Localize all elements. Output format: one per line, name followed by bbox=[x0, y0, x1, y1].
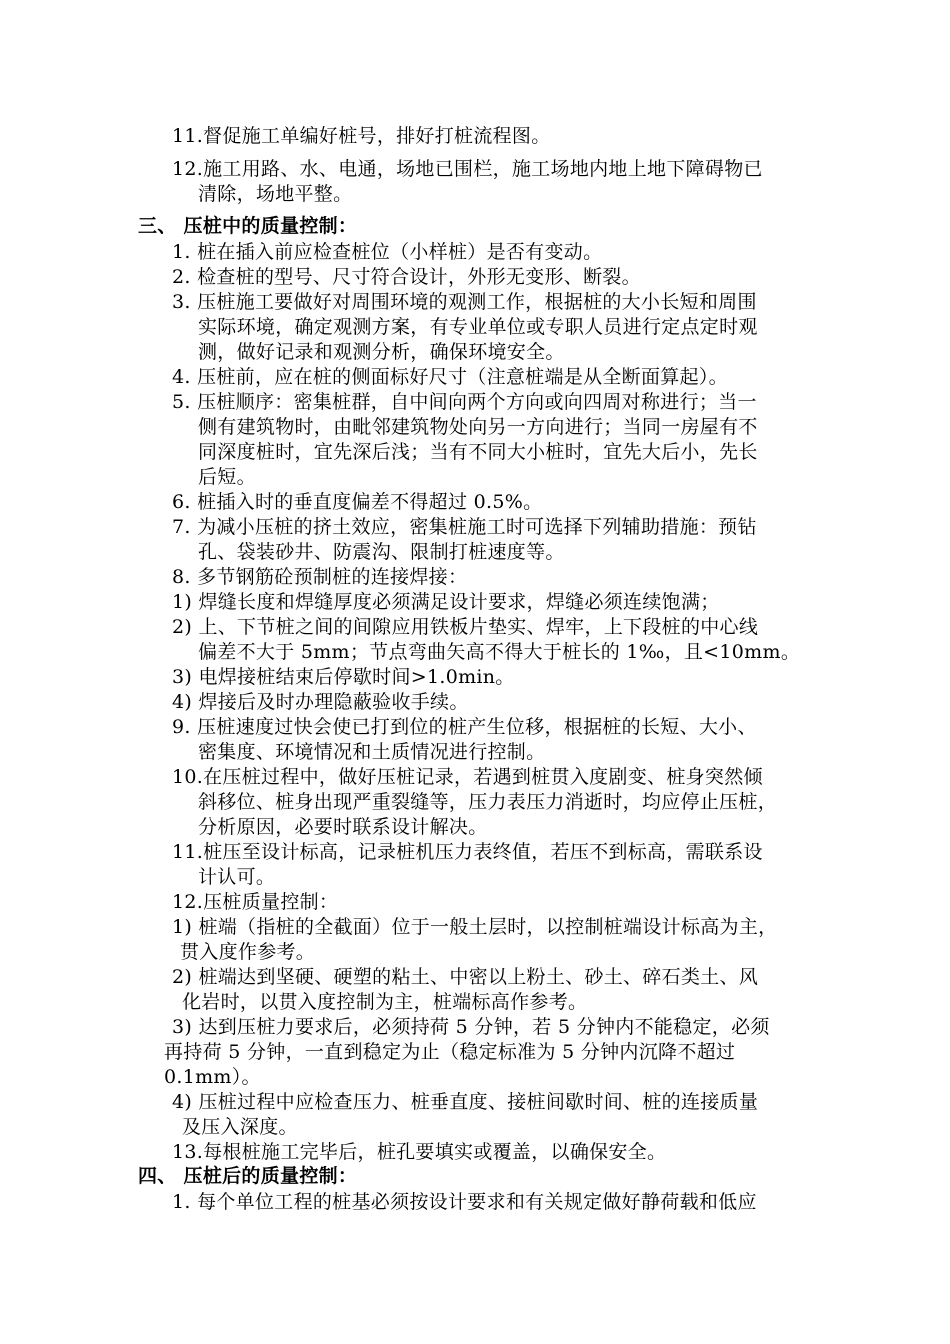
section-heading: 三、 压桩中的质量控制： bbox=[138, 215, 358, 237]
text-line: 测，做好记录和观测分析，确保环境安全。 bbox=[198, 341, 565, 363]
list-item: 12.压桩质量控制： bbox=[172, 891, 339, 913]
list-item: 3) 达到压桩力要求后，必须持荷 5 分钟，若 5 分钟内不能稳定，必须 bbox=[172, 1016, 770, 1038]
text-line: 及压入深度。 bbox=[182, 1116, 298, 1138]
text-line: 偏差不大于 5mm；节点弯曲矢高不得大于桩长的 1‰，且<10mm。 bbox=[198, 641, 801, 663]
text-line: 计认可。 bbox=[198, 866, 276, 888]
list-item: 6. 桩插入时的垂直度偏差不得超过 0.5%。 bbox=[172, 491, 543, 513]
list-item: 7. 为减小压桩的挤土效应，密集桩施工时可选择下列辅助措施：预钻 bbox=[172, 516, 757, 538]
list-item: 1. 每个单位工程的桩基必须按设计要求和有关规定做好静荷载和低应 bbox=[172, 1191, 757, 1213]
text-line: 后短。 bbox=[198, 466, 256, 488]
text-line: 斜移位、桩身出现严重裂缝等，压力表压力消逝时，均应停止压桩， bbox=[198, 791, 778, 813]
text-line: 11.督促施工单编好桩号，排好打桩流程图。 bbox=[172, 125, 551, 147]
text-line: 密集度、环境情况和土质情况进行控制。 bbox=[198, 741, 546, 763]
text-line: 实际环境，确定观测方案，有专业单位或专职人员进行定点定时观 bbox=[198, 316, 758, 338]
list-item: 1) 焊缝长度和焊缝厚度必须满足设计要求，焊缝必须连续饱满； bbox=[172, 591, 720, 613]
list-item: 1) 桩端（指桩的全截面）位于一般土层时，以控制桩端设计标高为主， bbox=[172, 916, 778, 938]
list-item: 2) 桩端达到坚硬、硬塑的粘土、中密以上粉土、砂土、碎石类土、风 bbox=[172, 966, 759, 988]
list-item: 1. 桩在插入前应检查桩位（小样桩）是否有变动。 bbox=[172, 241, 603, 263]
list-item: 2. 检查桩的型号、尺寸符合设计，外形无变形、断裂。 bbox=[172, 266, 641, 288]
text-line: 同深度桩时，宜先深后浅；当有不同大小桩时，宜先大后小，先长 bbox=[198, 441, 758, 463]
list-item: 3) 电焊接桩结束后停歇时间>1.0min。 bbox=[172, 666, 515, 688]
text-line: 12.施工用路、水、电通，场地已围栏，施工场地内地上地下障碍物已 bbox=[172, 158, 763, 180]
list-item: 13.每根桩施工完毕后，桩孔要填实或覆盖，以确保安全。 bbox=[172, 1141, 667, 1163]
text-line: 清除，场地平整。 bbox=[198, 183, 353, 205]
section-heading: 四、 压桩后的质量控制： bbox=[138, 1165, 358, 1187]
list-item: 4. 压桩前，应在桩的侧面标好尺寸（注意桩端是从全断面算起）。 bbox=[172, 366, 728, 388]
list-item: 8. 多节钢筋砼预制桩的连接焊接： bbox=[172, 566, 468, 588]
list-item: 3. 压桩施工要做好对周围环境的观测工作，根据桩的大小长短和周围 bbox=[172, 291, 757, 313]
list-item: 5. 压桩顺序：密集桩群，自中间向两个方向或向四周对称进行；当一 bbox=[172, 391, 757, 413]
text-line: 侧有建筑物时，由毗邻建筑物处向另一方向进行；当同一房屋有不 bbox=[198, 416, 758, 438]
list-item: 10.在压桩过程中，做好压桩记录，若遇到桩贯入度剧变、桩身突然倾 bbox=[172, 766, 763, 788]
text-line: 化岩时，以贯入度控制为主，桩端标高作参考。 bbox=[182, 991, 588, 1013]
text-line: 孔、袋装砂井、防震沟、限制打桩速度等。 bbox=[198, 541, 565, 563]
list-item: 4) 压桩过程中应检查压力、桩垂直度、接桩间歇时间、桩的连接质量 bbox=[172, 1091, 759, 1113]
list-item: 2) 上、下节桩之间的间隙应用铁板片垫实、焊牢，上下段桩的中心线 bbox=[172, 616, 759, 638]
text-line: 0.1mm）。 bbox=[164, 1066, 261, 1088]
list-item: 4) 焊接后及时办理隐蔽验收手续。 bbox=[172, 691, 469, 713]
text-line: 分析原因，必要时联系设计解决。 bbox=[198, 816, 488, 838]
text-line: 贯入度作参考。 bbox=[180, 941, 316, 963]
text-line: 再持荷 5 分钟，一直到稳定为止（稳定标准为 5 分钟内沉降不超过 bbox=[164, 1041, 736, 1063]
list-item: 11.桩压至设计标高，记录桩机压力表终值，若压不到标高，需联系设 bbox=[172, 841, 763, 863]
list-item: 9. 压桩速度过快会使已打到位的桩产生位移，根据桩的长短、大小、 bbox=[172, 716, 757, 738]
